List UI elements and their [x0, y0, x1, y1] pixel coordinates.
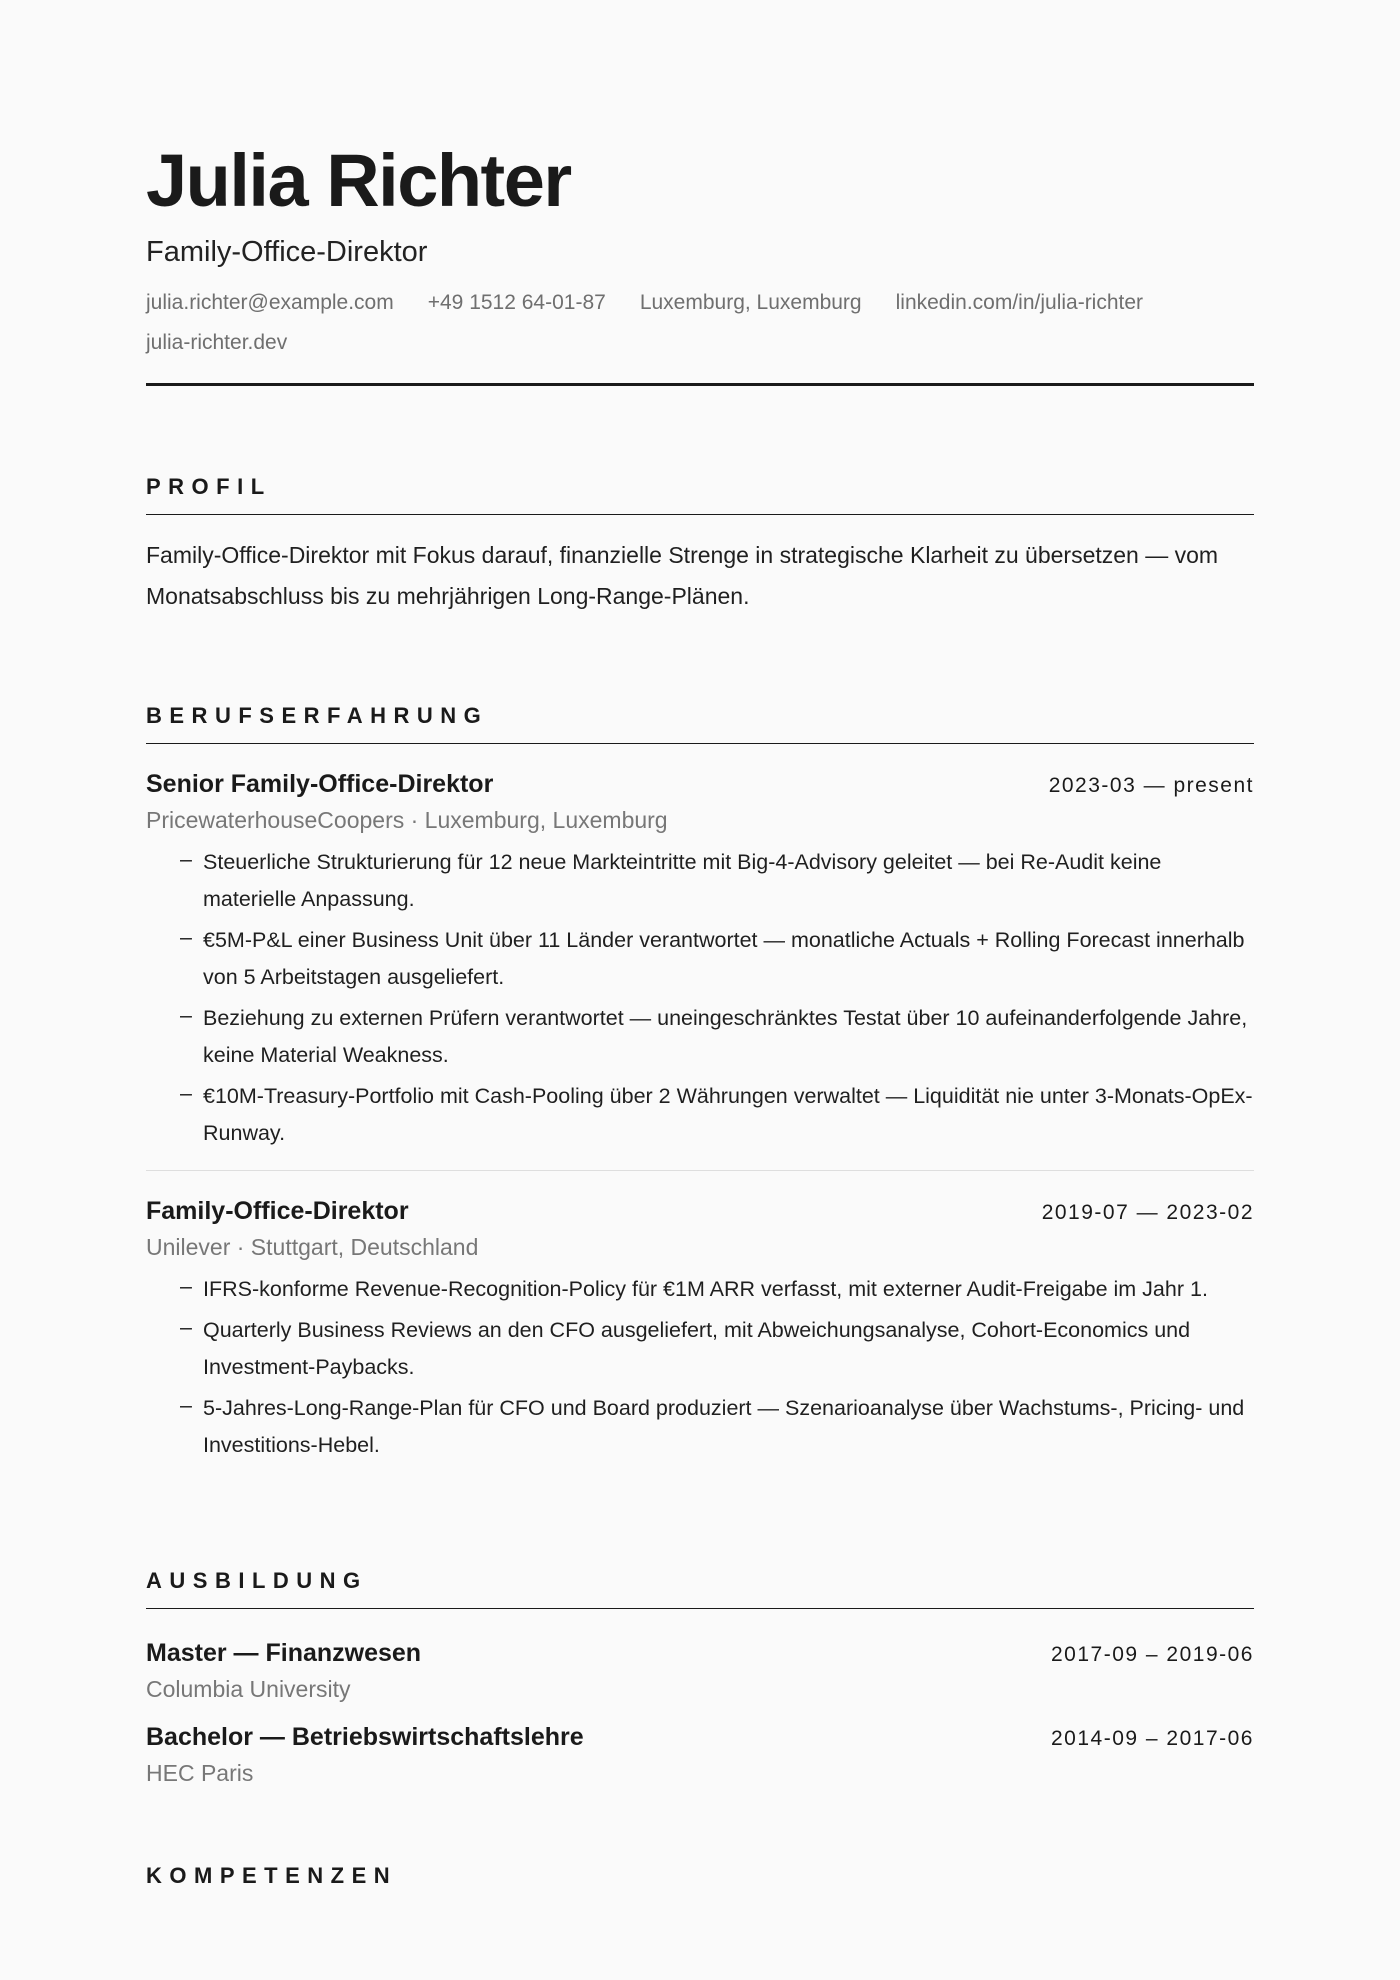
- education-school: Columbia University: [146, 1676, 351, 1702]
- job-company: Unilever · Stuttgart, Deutschland: [146, 1234, 479, 1260]
- education-header: [146, 1639, 1254, 1668]
- contact-list: [146, 287, 1254, 359]
- experience-section: [146, 703, 1254, 1464]
- education-degree: Bachelor — Betriebswirtschaftslehre: [146, 1723, 584, 1751]
- education-section: [146, 1568, 1254, 1787]
- contact-linkedin[interactable]: linkedin.com/in/julia-richter: [895, 291, 1144, 314]
- profile-summary: Family-Office-Direktor mit Fokus darauf, finanzielle Strenge in strategische Klarheit zu übersetzen — vom Monatsabschluss bis zu mehrjährigen Long-Range-Plänen.: [146, 542, 1219, 609]
- job-bullet: – €5M-P&L einer Business Unit über 11 Länder verantwortet — monatliche Actuals + Rolling Forecast innerhalb von 5 Arbeitstagen ausgeliefert.: [180, 922, 1254, 996]
- education-dates: 2017-09 – 2019-06: [1051, 1643, 1254, 1666]
- education-entry: [146, 1703, 1254, 1787]
- education-dates: 2014-09 – 2017-06: [1051, 1727, 1254, 1750]
- contact-website[interactable]: julia-richter.dev: [146, 331, 288, 354]
- job-entry: [146, 744, 1254, 1152]
- job-header: [146, 770, 1254, 799]
- education-header: [146, 1723, 1254, 1752]
- candidate-role: Family-Office-Direktor: [146, 236, 428, 268]
- contact-phone[interactable]: +49 1512 64-01-87: [427, 291, 606, 314]
- job-dates: 2019-07 — 2023-02: [1041, 1201, 1254, 1224]
- profile-section: [146, 474, 1254, 617]
- job-bullet: – 5-Jahres-Long-Range-Plan für CFO und Board produziert — Szenarioanalyse über Wachstums-, Pricing- und Investitions-Hebel.: [180, 1390, 1254, 1464]
- job-bullets: [146, 1271, 1254, 1464]
- section-title-education: AUSBILDUNG: [146, 1568, 1254, 1609]
- job-company: PricewaterhouseCoopers · Luxemburg, Luxemburg: [146, 807, 668, 833]
- skills-section: [146, 1863, 1254, 1903]
- resume-header: [146, 140, 1254, 386]
- header-divider: [146, 383, 1254, 386]
- education-entry: [146, 1609, 1254, 1703]
- job-dates: 2023-03 — present: [1048, 774, 1254, 797]
- contact-email[interactable]: julia.richter@example.com: [146, 291, 394, 314]
- education-school: HEC Paris: [146, 1760, 254, 1786]
- section-title-experience: BERUFSERFAHRUNG: [146, 703, 1254, 744]
- job-entry: [146, 1170, 1254, 1464]
- contact-location: Luxemburg, Luxemburg: [639, 291, 862, 314]
- section-title-skills: KOMPETENZEN: [146, 1863, 398, 1888]
- candidate-name: Julia Richter: [146, 139, 571, 222]
- job-title: Senior Family-Office-Direktor: [146, 770, 494, 798]
- job-bullet: – Steuerliche Strukturierung für 12 neue Markteintritte mit Big-4-Advisory geleitet — bei Re-Audit keine materielle Anpassung.: [180, 844, 1254, 918]
- job-bullet: – €10M-Treasury-Portfolio mit Cash-Pooling über 2 Währungen verwaltet — Liquidität nie unter 3-Monats-OpEx-Runway.: [180, 1078, 1254, 1152]
- job-bullet: – Quarterly Business Reviews an den CFO ausgeliefert, mit Abweichungsanalyse, Cohort-Economics und Investment-Paybacks.: [180, 1312, 1254, 1386]
- education-degree: Master — Finanzwesen: [146, 1639, 422, 1667]
- job-bullets: [146, 844, 1254, 1152]
- job-bullet: – Beziehung zu externen Prüfern verantwortet — uneingeschränktes Testat über 10 aufeinanderfolgende Jahre, keine Material Weakness.: [180, 1000, 1254, 1074]
- section-title-profile: PROFIL: [146, 474, 1254, 515]
- job-title: Family-Office-Direktor: [146, 1197, 409, 1225]
- job-bullet: – IFRS-konforme Revenue-Recognition-Policy für €1M ARR verfasst, mit externer Audit-Freigabe im Jahr 1.: [180, 1271, 1254, 1308]
- job-header: [146, 1197, 1254, 1226]
